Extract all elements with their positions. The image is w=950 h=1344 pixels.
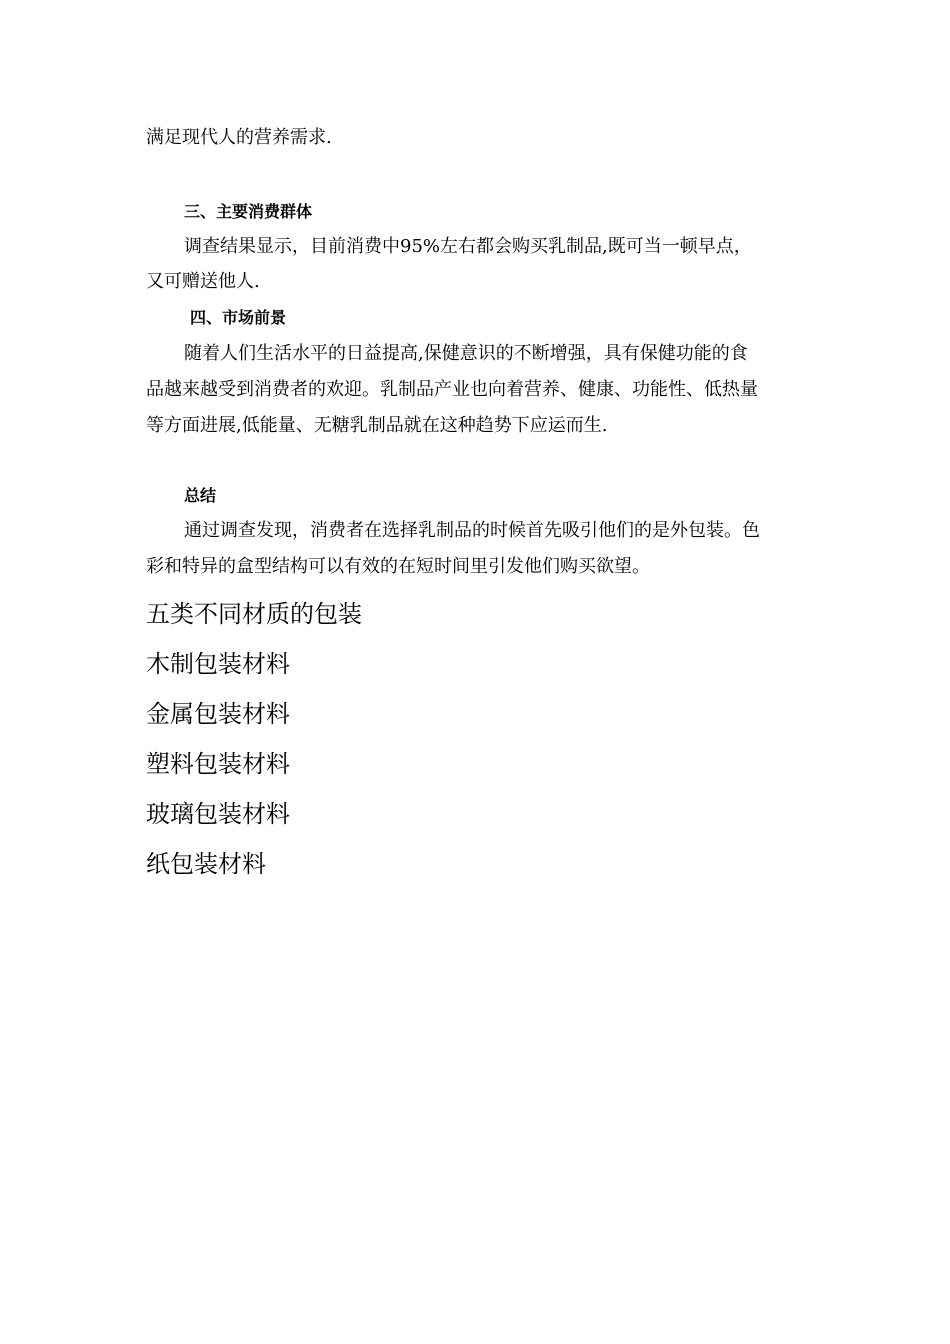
paragraph-line: 调查结果显示，目前消费中95%左右都会购买乳制品,既可当一顿早点， (184, 236, 752, 257)
material-item-glass: 玻璃包装材料 (146, 800, 290, 828)
paragraph-line: 通过调查发现，消费者在选择乳制品的时候首先吸引他们的是外包装。色 (184, 520, 760, 541)
section-heading-market-outlook: 四、市场前景 (190, 308, 287, 327)
paragraph-line: 彩和特异的盒型结构可以有效的在短时间里引发他们购买欲望。 (146, 556, 650, 577)
material-item-metal: 金属包装材料 (146, 700, 290, 728)
paragraph-line: 又可赠送他人. (146, 271, 260, 292)
materials-title: 五类不同材质的包装 (146, 600, 362, 628)
section-heading-consumer-groups: 三、主要消费群体 (184, 202, 313, 221)
material-item-paper: 纸包装材料 (146, 850, 266, 878)
section-heading-summary: 总结 (184, 486, 217, 505)
material-item-plastic: 塑料包装材料 (146, 750, 290, 778)
paragraph-line: 品越来越受到消费者的欢迎。乳制品产业也向着营养、健康、功能性、低热量 (146, 379, 758, 400)
intro-tail-line: 满足现代人的营养需求. (146, 127, 332, 148)
paragraph-line: 随着人们生活水平的日益提高,保健意识的不断增强，具有保健功能的食 (184, 343, 748, 364)
material-item-wood: 木制包装材料 (146, 650, 290, 678)
paragraph-line: 等方面进展,低能量、无糖乳制品就在这种趋势下应运而生. (146, 415, 608, 436)
